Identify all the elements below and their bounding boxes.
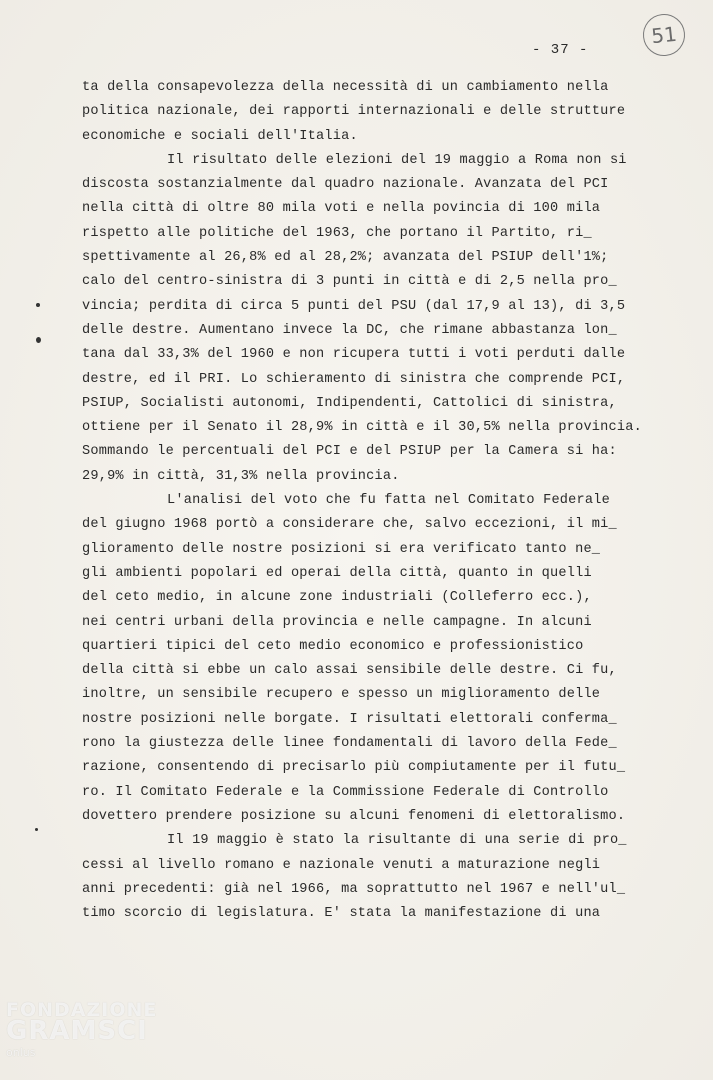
text-line: razione, consentendo di precisarlo più compiutamente per il futu_ [82,760,626,776]
typed-text-block [82,76,682,926]
watermark-logo [6,1000,157,1063]
text-line: PSIUP, Socialisti autonomi, Indipendenti, Cattolici di sinistra, [82,395,617,411]
text-line: della città si ebbe un calo assai sensibile delle destre. Ci fu, [82,663,617,679]
text-line: ro. Il Comitato Federale e la Commissione Federale di Controllo [82,784,609,800]
text-line: dovettero prendere posizione su alcuni fenomeni di elettoralismo. [82,808,626,824]
margin-dot [35,828,38,831]
text-line: spettivamente al 26,8% ed al 28,2%; avanzata del PSIUP dell'1%; [82,250,609,266]
text-line: calo del centro-sinistra di 3 punti in città e di 2,5 nella pro_ [82,274,617,290]
text-line: Sommando le percentuali del PCI e del PSIUP per la Camera si ha: [82,444,617,460]
text-line: nella città di oltre 80 mila voti e nella povincia di 100 mila [82,201,601,217]
text-line: vincia; perdita di circa 5 punti del PSU (dal 17,9 al 13), di 3,5 [82,298,626,314]
text-line: tana dal 33,3% del 1960 e non ricupera tutti i voti perduti dalle [82,347,626,363]
text-line: gli ambienti popolari ed operai della città, quanto in quelli [82,565,592,581]
paragraph-start-line: L'analisi del voto che fu fatta nel Comitato Federale [167,493,610,509]
watermark-line: GRAMSCI [6,1016,148,1046]
text-line: ta della consapevolezza della necessità di un cambiamento nella [82,80,609,95]
paragraph-start-line: Il 19 maggio è stato la risultante di una serie di pro_ [167,833,627,849]
text-line: rispetto alle politiche del 1963, che portano il Partito, ri_ [82,225,592,241]
text-line: 29,9% in città, 31,3% nella provincia. [82,468,400,484]
text-line: politica nazionale, dei rapporti internazionali e delle strutture [82,104,626,120]
page-number: - 37 - [532,42,589,58]
text-line: anni precedenti: già nel 1966, ma soprattutto nel 1967 e nell'ul_ [82,881,626,897]
margin-dot [36,303,40,307]
text-line: inoltre, un sensibile recupero e spesso un miglioramento delle [82,687,601,703]
text-line: economiche e sociali dell'Italia. [82,128,358,144]
text-line: timo scorcio di legislatura. E' stata la manifestazione di una [82,906,601,922]
text-line: destre, ed il PRI. Lo schieramento di sinistra che comprende PCI, [82,371,626,387]
text-line: quartieri tipici del ceto medio economico e professionistico [82,638,584,654]
text-line: ottiene per il Senato il 28,9% in città e il 30,5% nella provincia. [82,420,642,436]
archive-stamp: 51 [641,12,687,58]
text-line: nostre posizioni nelle borgate. I risultati elettorali conferma_ [82,711,617,727]
text-line: rono la giustezza delle linee fondamentali di lavoro della Fede_ [82,736,617,752]
text-line: del giugno 1968 portò a considerare che, salvo eccezioni, il mi_ [82,517,617,533]
watermark-line: FONDAZIONE [6,999,158,1021]
text-line: discosta sostanzialmente dal quadro nazionale. Avanzata del PCI [82,177,609,193]
text-line: delle destre. Aumentano invece la DC, che rimane abbastanza lon_ [82,322,617,338]
text-line: cessi al livello romano e nazionale venuti a maturazione negli [82,857,601,873]
paragraph-start-line: Il risultato delle elezioni del 19 maggio a Roma non si [167,152,627,168]
watermark-line: onlus [6,1046,36,1059]
text-line: del ceto medio, in alcune zone industriali (Colleferro ecc.), [82,590,592,606]
margin-dot [36,337,41,343]
text-line: glioramento delle nostre posizioni si era verificato tanto ne_ [82,541,601,557]
text-line: nei centri urbani della provincia e nelle campagne. In alcuni [82,614,592,630]
